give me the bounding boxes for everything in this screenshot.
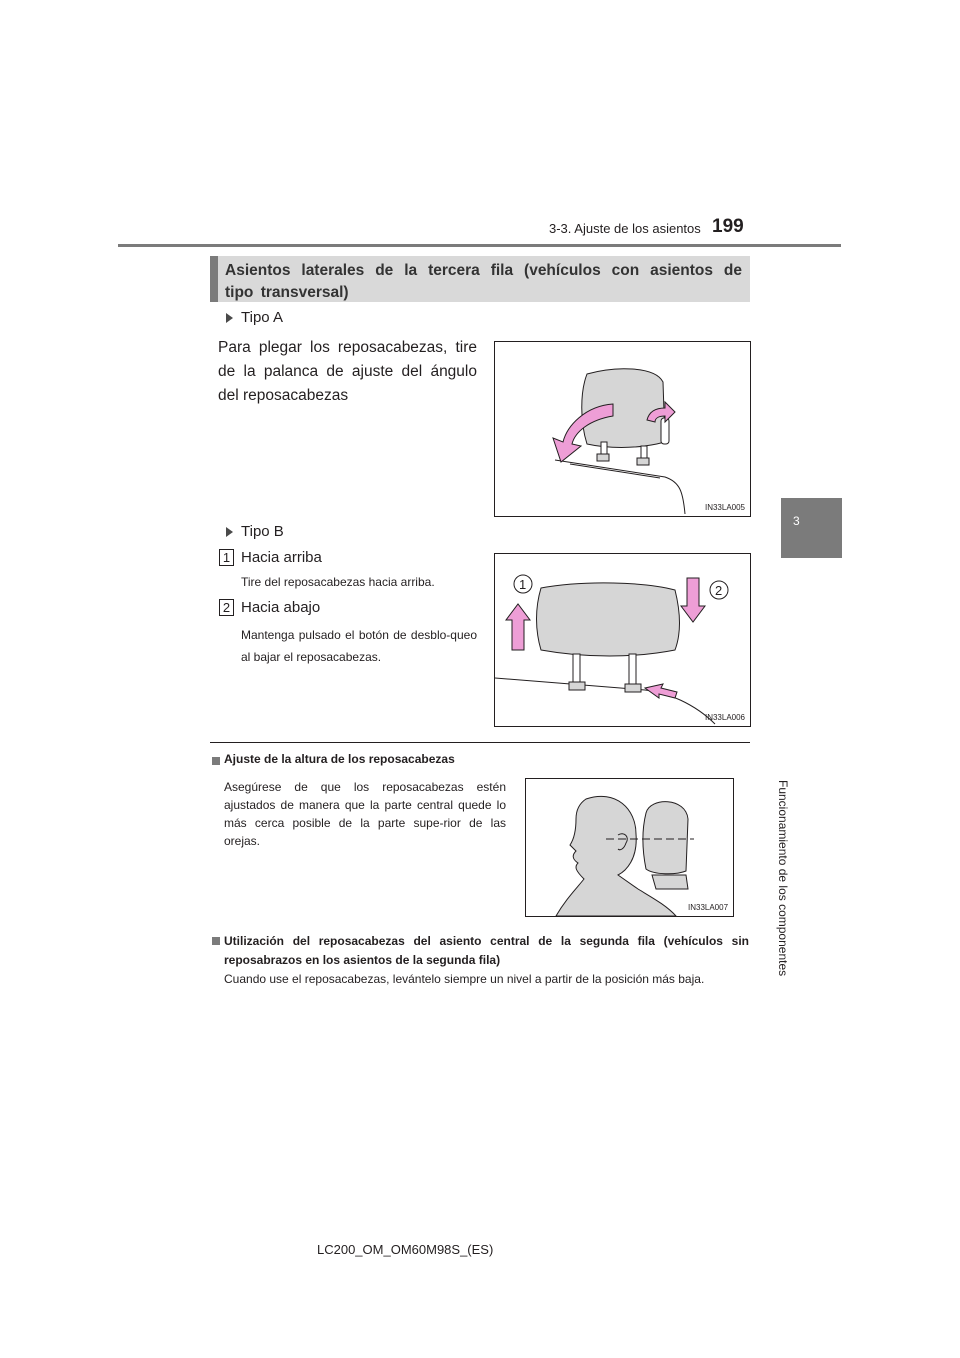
headrest-height-illustration [526,779,733,916]
bullet-triangle-icon [226,313,233,323]
page-number: 199 [712,216,744,237]
figure-type-a [494,341,751,517]
callout-1: 1 [519,577,527,592]
section-divider [210,742,750,743]
note-square-icon [212,757,220,765]
figure-type-b [494,553,751,727]
chapter-tab [781,498,842,558]
bullet-triangle-icon [226,527,233,537]
figure-height [525,778,734,917]
figure-code: IN33LA005 [704,503,745,512]
footer-code: LC200_OM_OM60M98S_(ES) [317,1242,494,1257]
type-a-label: Tipo A [241,309,283,326]
figure-code: IN33LA006 [704,713,745,722]
item-number-box: 1 [219,549,234,566]
header-rule [118,244,841,247]
section-heading: Asientos laterales de la tercera fila (vehículos con asientos de tipo transversal) [225,262,742,301]
item-text-up: Tire del reposacabezas hacia arriba. [241,575,435,589]
note-text: Cuando use el reposacabezas, levántelo siempre un nivel a partir de la posición más baja. [224,972,705,986]
item-number-box: 2 [219,599,234,616]
section-heading-bar [210,256,750,302]
headrest-fold-illustration [495,342,750,516]
header-section-title: 3-3. Ajuste de los asientos [549,221,701,236]
figure-code: IN33LA007 [688,903,729,912]
note-title: Ajuste de la altura de los reposacabezas [224,752,455,766]
chapter-number: 3 [793,514,800,528]
chapter-title-vertical: Funcionamiento de los componentes [776,780,790,977]
item-title-down: Hacia abajo [241,599,321,616]
headrest-up-down-illustration [495,554,750,726]
note-text: Asegúrese de que los reposacabezas estén ajustados de manera que la parte central quede lo más cerca posible de la parte supe-rior de las orejas. [224,780,506,848]
type-b-label: Tipo B [241,523,284,540]
note-title: Utilización del reposacabezas del asiento central de la segunda fila (vehículos sin reposabrazos en los asientos de la segunda fila) [224,934,749,967]
callout-2: 2 [715,583,723,598]
type-a-text: Para plegar los reposacabezas, tire de la palanca de ajuste del ángulo del reposacabezas [218,339,477,404]
note-square-icon [212,937,220,945]
item-title-up: Hacia arriba [241,549,322,566]
item-text-down: Mantenga pulsado el botón de desblo-queo al bajar el reposacabezas. [241,628,477,664]
